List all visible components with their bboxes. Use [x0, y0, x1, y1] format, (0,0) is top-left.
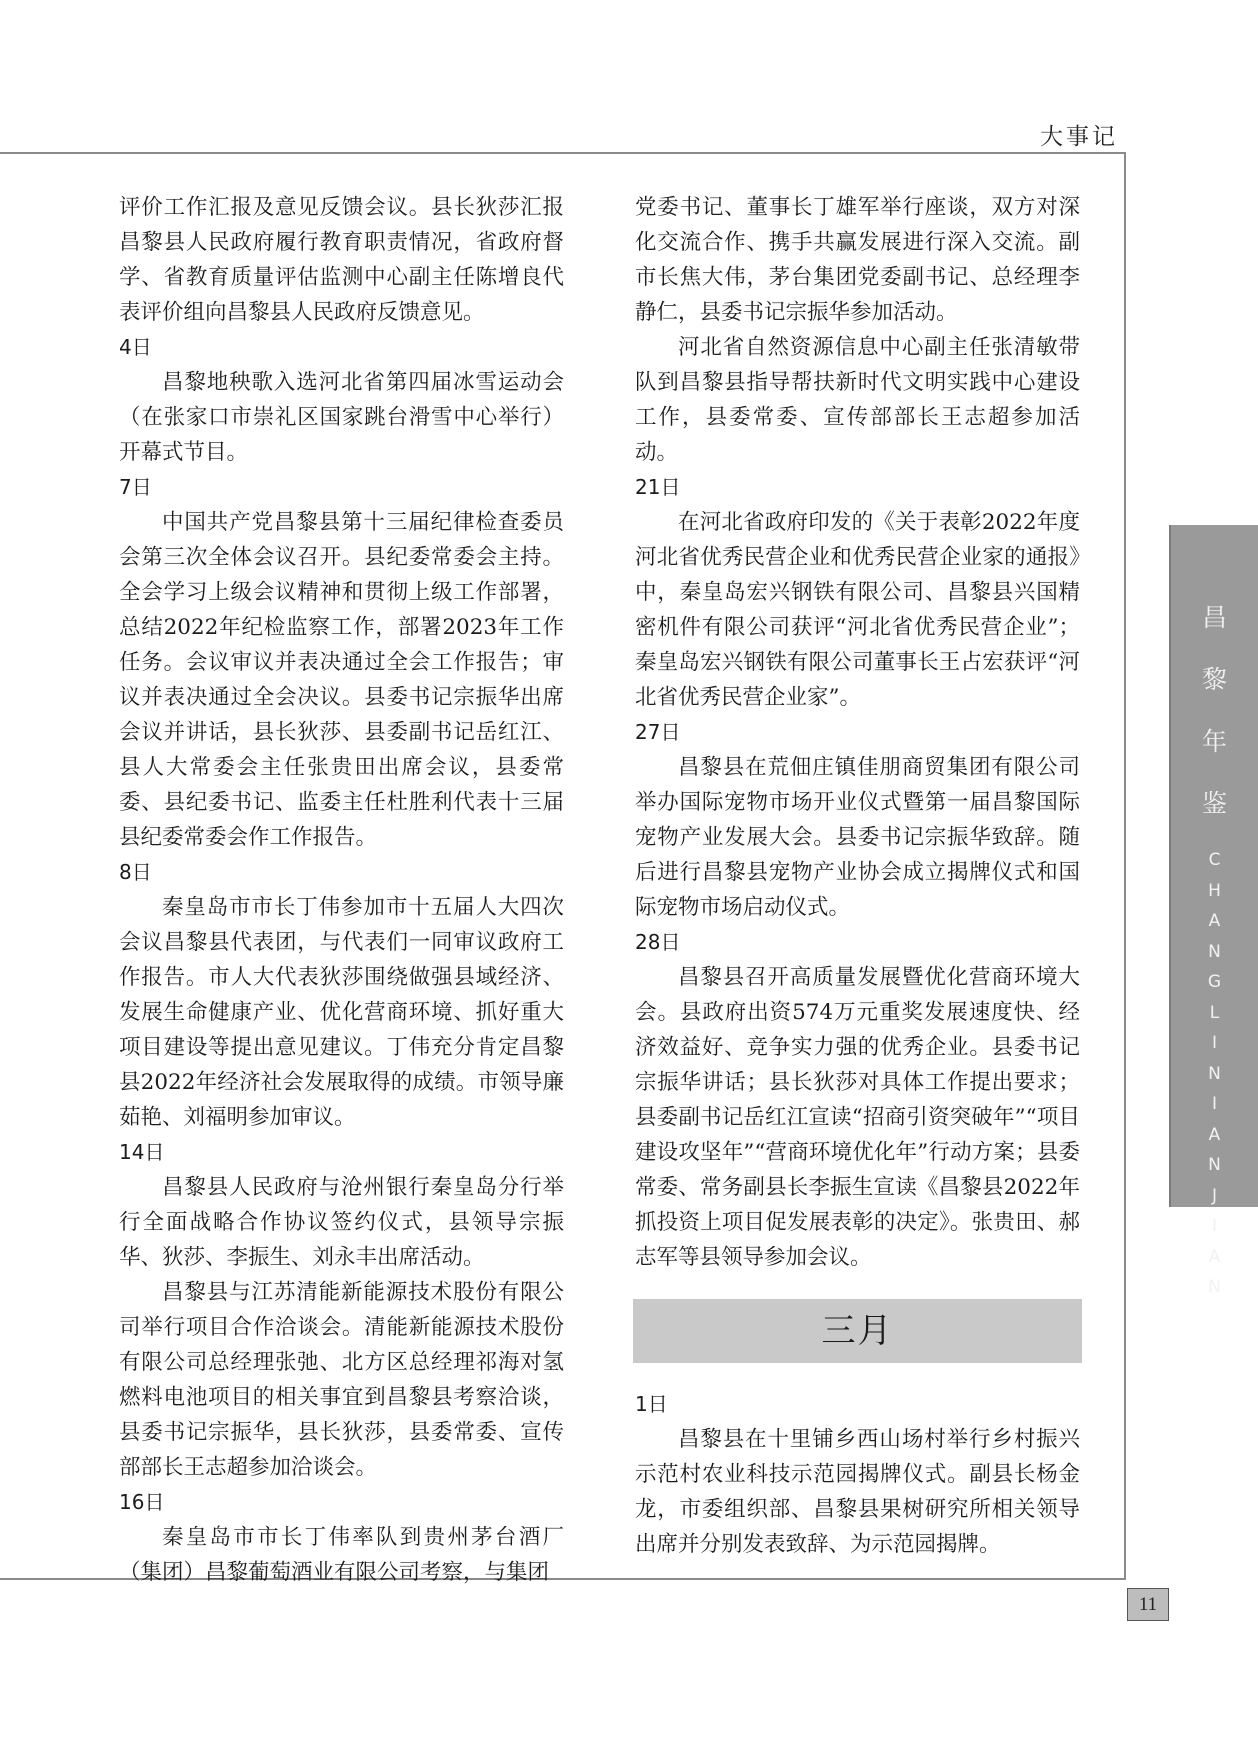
- paragraph: 昌黎地秧歌入选河北省第四届冰雪运动会（在张家口市崇礼区国家跳台滑雪中心举行）开幕式节目。: [119, 370, 564, 465]
- date-heading: 7日: [119, 475, 152, 499]
- date-heading: 1日: [635, 1392, 668, 1416]
- side-tab-char: 黎: [1201, 665, 1227, 694]
- left-column: [119, 190, 564, 1590]
- frame-right-rule: [1124, 152, 1126, 1580]
- side-tab-letter: J: [1211, 1185, 1217, 1206]
- paragraph: 在河北省政府印发的《关于表彰2022年度河北省优秀民营企业和优秀民营企业家的通报》中，秦皇岛宏兴钢铁有限公司、昌黎县兴国精密机件有限公司获评“河北省优秀民营企业”；秦皇岛宏兴钢铁有限公司董事长王占宏获评“河北省优秀民营企业家”。: [635, 510, 1080, 710]
- paragraph: 河北省自然资源信息中心副主任张清敏带队到昌黎县指导帮扶新时代文明实践中心建设工作，县委常委、宣传部部长王志超参加活动。: [635, 335, 1080, 465]
- date-heading: 21日: [635, 475, 681, 499]
- side-tab-letter: I: [1211, 1094, 1217, 1114]
- paragraph: 昌黎县在十里铺乡西山场村举行乡村振兴示范村农业科技示范园揭牌仪式。副县长杨金龙，市委组织部、昌黎县果树研究所相关领导出席并分别发表致辞、为示范园揭牌。: [635, 1427, 1080, 1557]
- side-tab-char: 年: [1201, 727, 1227, 756]
- paragraph: 秦皇岛市市长丁伟率队到贵州茅台酒厂（集团）昌黎葡萄酒业有限公司考察，与集团: [119, 1525, 564, 1585]
- date-heading: 14日: [119, 1140, 165, 1164]
- frame-top-rule: [0, 152, 1126, 154]
- date-heading: 4日: [119, 335, 152, 359]
- side-tab-letter: A: [1208, 911, 1221, 931]
- paragraph: 昌黎县人民政府与沧州银行秦皇岛分行举行全面战略合作协议签约仪式，县领导宗振华、狄莎、李振生、刘永丰出席活动。: [119, 1175, 564, 1270]
- month-banner: 三月: [633, 1299, 1082, 1363]
- date-heading: 28日: [635, 930, 681, 954]
- paragraph: 昌黎县在荒佃庄镇佳朋商贸集团有限公司举办国际宠物市场开业仪式暨第一届昌黎国际宠物产业发展大会。县委书记宗振华致辞。随后进行昌黎县宠物产业协会成立揭牌仪式和国际宠物市场启动仪式。: [635, 755, 1080, 920]
- side-tab-letter: N: [1208, 1063, 1221, 1084]
- side-tab-letter: A: [1208, 1246, 1221, 1267]
- side-tab-letter: N: [1208, 1277, 1221, 1297]
- section-title: 大事记: [1040, 124, 1118, 150]
- paragraph: 秦皇岛市市长丁伟参加市十五届人大四次会议昌黎县代表团，与代表们一同审议政府工作报告。市人大代表狄莎围绕做强县域经济、发展生命健康产业、优化营商环境、抓好重大项目建设等提出意见建议。丁伟充分肯定昌黎县2022年经济社会发展取得的成绩。市领导廉茹艳、刘福明参加审议。: [119, 895, 564, 1130]
- paragraph: 中国共产党昌黎县第十三届纪律检查委员会第三次全体会议召开。县纪委常委会主持。全会学习上级会议精神和贯彻上级工作部署，总结2022年纪检监察工作，部署2023年工作任务。会议审议并表决通过全会工作报告；审议并表决通过全会决议。县委书记宗振华出席会议并讲话，县长狄莎、县委副书记岳红江、县人大常委会主任张贵田出席会议，县委常委、县纪委书记、监委主任杜胜利代表十三届县纪委常委会作工作报告。: [119, 510, 564, 850]
- date-heading: 16日: [119, 1490, 165, 1514]
- side-tab-letter: N: [1208, 941, 1221, 962]
- side-tab-pinyin-title: [1171, 845, 1258, 1303]
- page-number: 11: [1127, 1588, 1169, 1621]
- paragraph: 昌黎县召开高质量发展暨优化营商环境大会。县政府出资574万元重奖发展速度快、经济效益好、竞争实力强的优秀企业。县委书记宗振华讲话；县长狄莎对具体工作提出要求；县委副书记岳红江宣读“招商引资突破年”“项目建设攻坚年”“营商环境优化年”行动方案；县委常委、常务副县长李振生宣读《昌黎县2022年抓投资上项目促发展表彰的决定》。张贵田、郝志军等县领导参加会议。: [635, 965, 1080, 1270]
- side-tab-char: 昌: [1201, 603, 1227, 632]
- side-tab-letter: I: [1211, 1216, 1217, 1236]
- side-tab: [1169, 525, 1258, 1297]
- paragraph: 评价工作汇报及意见反馈会议。县长狄莎汇报昌黎县人民政府履行教育职责情况，省政府督学、省教育质量评估监测中心副主任陈增良代表评价组向昌黎县人民政府反馈意见。: [119, 195, 564, 325]
- date-heading: 8日: [119, 860, 152, 884]
- right-column: [635, 190, 1080, 1562]
- side-tab-char: 鉴: [1201, 789, 1227, 818]
- side-tab-letter: C: [1208, 850, 1221, 870]
- paragraph: 党委书记、董事长丁雄军举行座谈，双方对深化交流合作、携手共赢发展进行深入交流。副市长焦大伟，茅台集团党委副书记、总经理李静仁，县委书记宗振华参加活动。: [635, 195, 1080, 325]
- side-tab-letter: L: [1209, 1002, 1220, 1023]
- side-tab-letter: N: [1208, 1155, 1221, 1175]
- side-tab-letter: G: [1207, 972, 1222, 992]
- date-heading: 27日: [635, 720, 681, 744]
- side-tab-letter: H: [1208, 880, 1221, 901]
- side-tab-letter: I: [1211, 1033, 1217, 1053]
- side-tab-letter: A: [1208, 1124, 1221, 1145]
- side-tab-chinese-title: [1171, 587, 1258, 835]
- paragraph: 昌黎县与江苏清能新能源技术股份有限公司举行项目合作洽谈会。清能新能源技术股份有限公司总经理张弛、北方区总经理祁海对氢燃料电池项目的相关事宜到昌黎县考察洽谈，县委书记宗振华，县长狄莎，县委常委、宣传部部长王志超参加洽谈会。: [119, 1280, 564, 1480]
